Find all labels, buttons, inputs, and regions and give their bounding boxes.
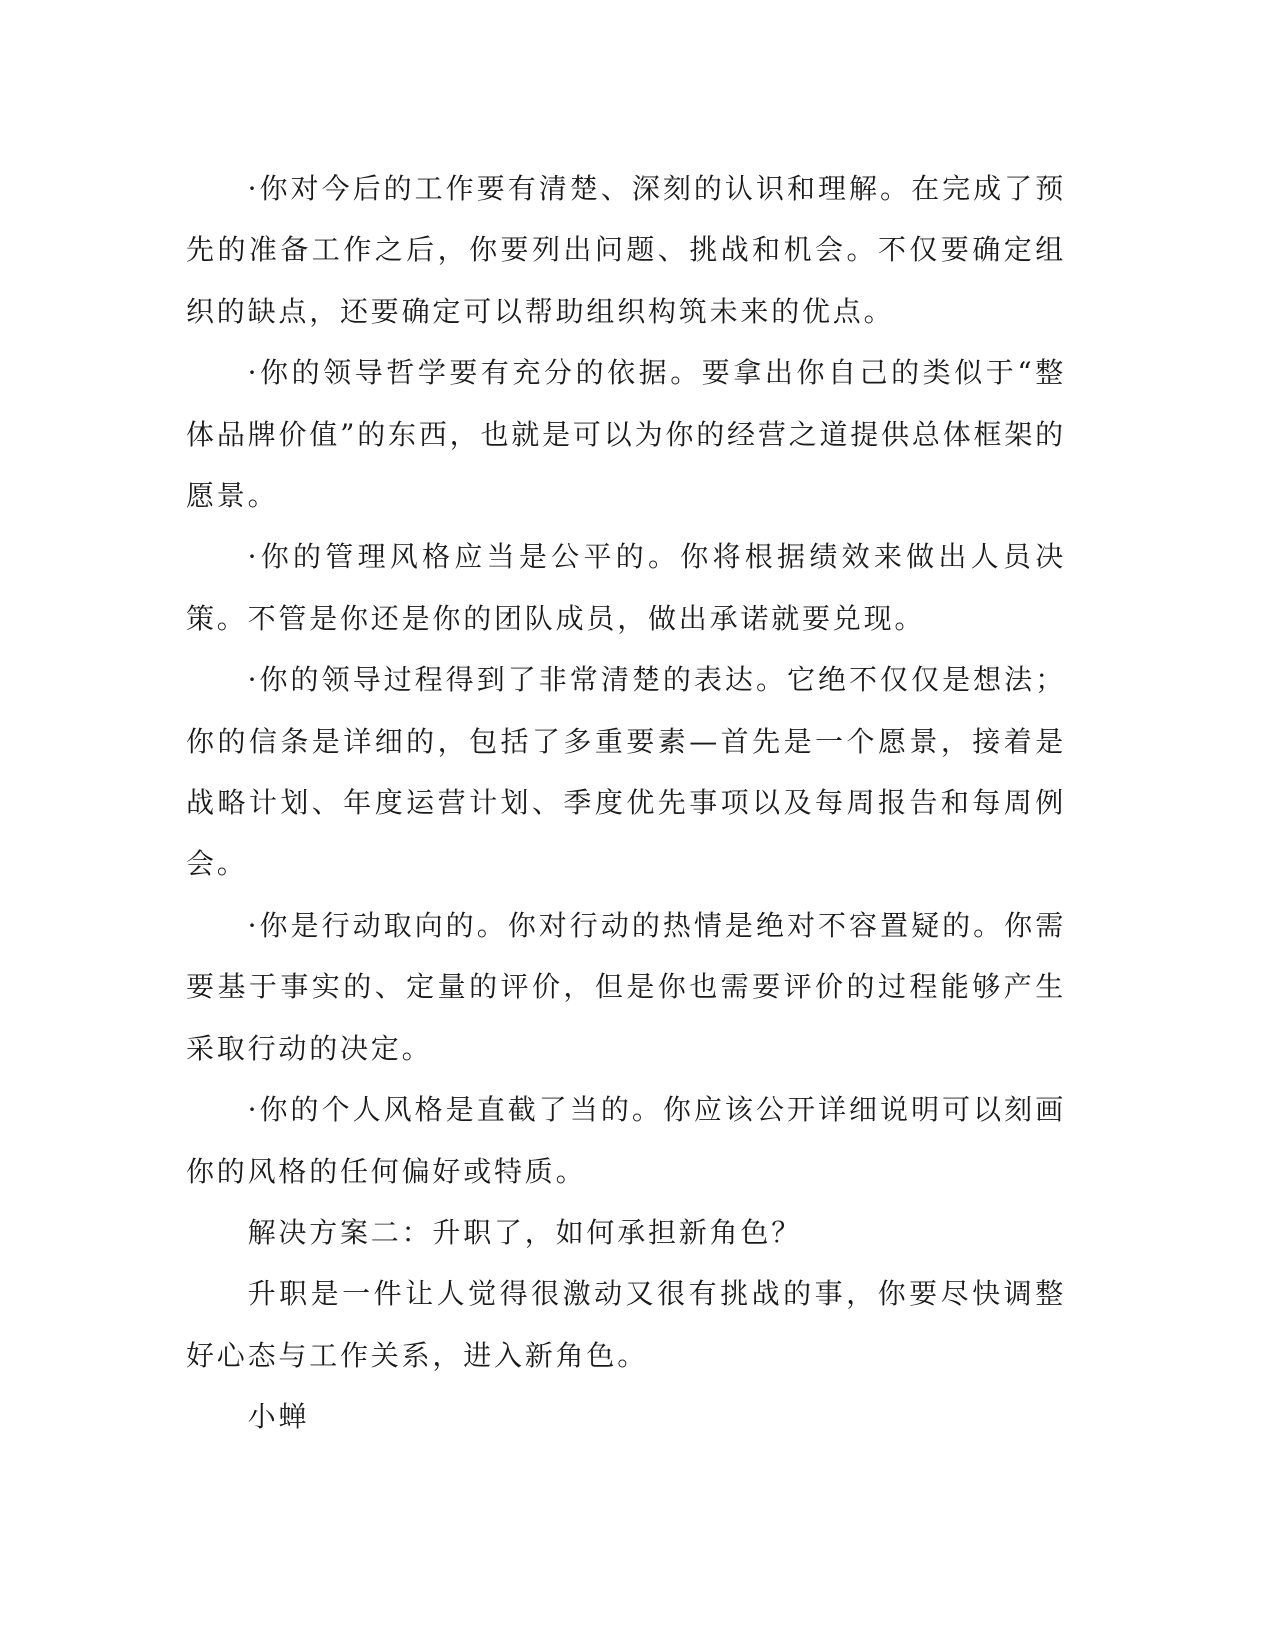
document-body [186,158,1066,1448]
paragraph-leadership-philosophy: ·你的领导哲学要有充分的依据。要拿出你自己的类似于“整体品牌价值”的东西，也就是可以为你的经营之道提供总体框架的愿景。 [186,356,1066,513]
paragraph-management-style: ·你的管理风格应当是公平的。你将根据绩效来做出人员决策。不管是你还是你的团队成员，做出承诺就要兑现。 [186,540,1066,635]
author-name: 小蝉 [247,1400,310,1434]
paragraph-promotion: 升职是一件让人觉得很激动又很有挑战的事，你要尽快调整好心态与工作关系，进入新角色。 [186,1277,1066,1372]
paragraph-action-oriented: ·你是行动取向的。你对行动的热情是绝对不容置疑的。你需要基于事实的、定量的评价，但是你也需要评价的过程能够产生采取行动的决定。 [186,908,1066,1065]
section-heading-solution-two: 解决方案二：升职了，如何承担新角色？ [247,1215,802,1249]
paragraph-personal-style: ·你的个人风格是直截了当的。你应该公开详细说明可以刻画你的风格的任何偏好或特质。 [186,1093,1066,1188]
paragraph-leadership-process: ·你的领导过程得到了非常清楚的表达。它绝不仅仅是想法；你的信条是详细的，包括了多重要素—首先是一个愿景，接着是战略计划、年度运营计划、季度优先事项以及每周报告和每周例会。 [186,663,1066,881]
paragraph-work-understanding: ·你对今后的工作要有清楚、深刻的认识和理解。在完成了预先的准备工作之后，你要列出问题、挑战和机会。不仅要确定组织的缺点，还要确定可以帮助组织构筑未来的优点。 [186,172,1066,328]
